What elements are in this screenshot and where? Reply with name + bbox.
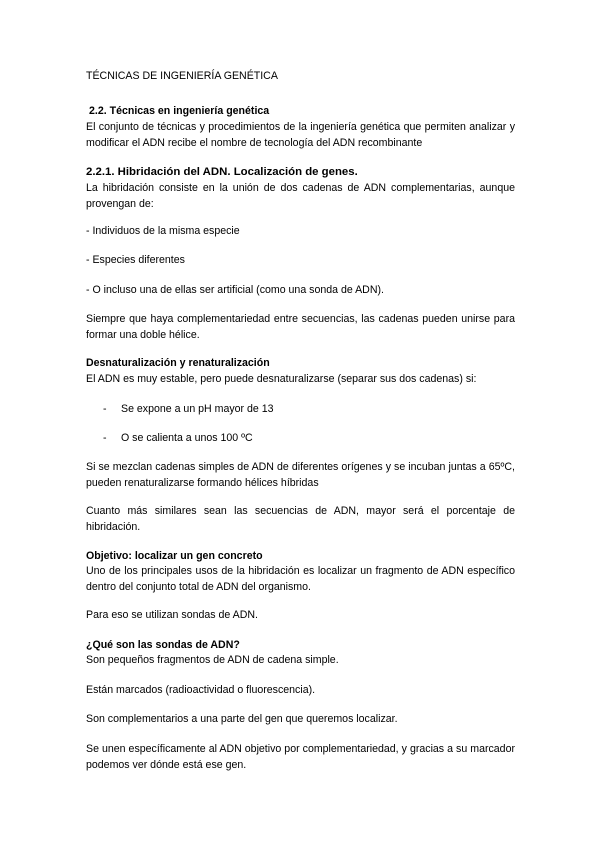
probe-item-single-strand: Son pequeños fragmentos de ADN de cadena simple. — [86, 654, 339, 666]
denaturation-intro-paragraph: El ADN es muy estable, pero puede desnaturalizarse (separar sus dos cadenas) si: — [86, 373, 477, 385]
bullet-dash: - — [103, 432, 107, 444]
objective-paragraph: Uno de los principales usos de la hibridación es localizar un fragmento de ADN específico dentro del conjunto total de ADN del organismo. — [86, 565, 515, 593]
probe-item-binding: Se unen específicamente al ADN objetivo por complementariedad, y gracias a su marcador podemos ver dónde está ese gen. — [86, 743, 515, 771]
renaturation-paragraph: Si se mezclan cadenas simples de ADN de diferentes orígenes y se incuban juntas a 65ºC, pueden renaturalizarse formando hélices híbridas — [86, 461, 515, 489]
denaturation-heading: Desnaturalización y renaturalización — [86, 357, 270, 369]
objective-heading: Objetivo: localizar un gen concreto — [86, 550, 263, 562]
origin-item-artificial: - O incluso una de ellas ser artificial (como una sonda de ADN). — [86, 284, 384, 296]
similarity-paragraph: Cuanto más similares sean las secuencias de ADN, mayor será el porcentaje de hibridación. — [86, 505, 515, 533]
probes-usage-paragraph: Para eso se utilizan sondas de ADN. — [86, 609, 258, 621]
bullet-dash: - — [103, 403, 107, 415]
section-2-2-paragraph: El conjunto de técnicas y procedimientos de la ingeniería genética que permiten analizar y modificar el ADN recibe el nombre de tecnología del ADN recombinante — [86, 121, 515, 149]
section-2-2-heading: 2.2. Técnicas en ingeniería genética — [89, 105, 270, 117]
condition-text-heat: O se calienta a unos 100 ºC — [121, 432, 253, 444]
document-title: TÉCNICAS DE INGENIERÍA GENÉTICA — [86, 70, 278, 82]
hybridization-intro-paragraph: La hibridación consiste en la unión de dos cadenas de ADN complementarias, aunque provengan de: — [86, 182, 515, 210]
probe-item-labeled: Están marcados (radioactividad o fluorescencia). — [86, 684, 316, 696]
origin-item-same-species: - Individuos de la misma especie — [86, 225, 240, 237]
complementarity-paragraph: Siempre que haya complementariedad entre secuencias, las cadenas pueden unirse para formar una doble hélice. — [86, 313, 515, 341]
probe-item-complementary: Son complementarios a una parte del gen que queremos localizar. — [86, 713, 398, 725]
condition-text-ph: Se expone a un pH mayor de 13 — [121, 403, 274, 415]
probes-heading: ¿Qué son las sondas de ADN? — [86, 639, 240, 651]
origin-item-different-species: - Especies diferentes — [86, 254, 185, 266]
section-2-2-1-heading: 2.2.1. Hibridación del ADN. Localización de genes. — [86, 166, 358, 178]
